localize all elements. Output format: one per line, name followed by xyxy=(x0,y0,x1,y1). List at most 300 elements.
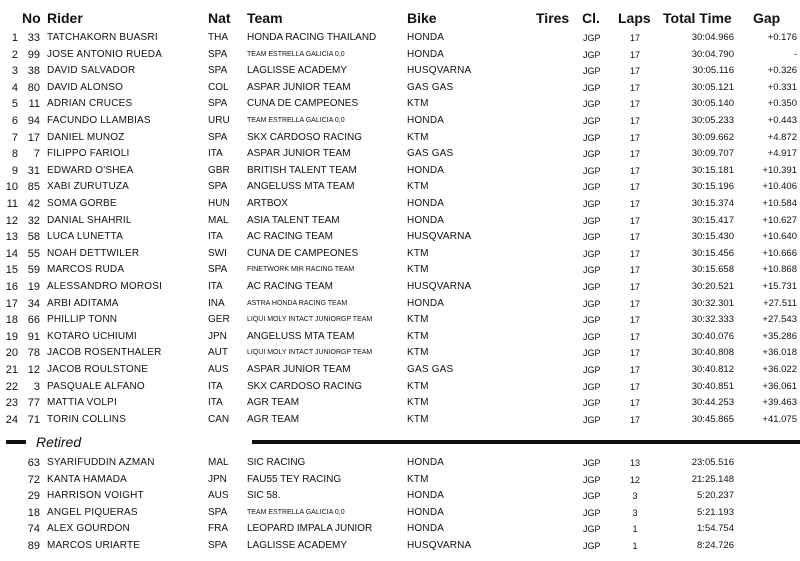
cell-total-time: 23:05.516 xyxy=(691,457,734,468)
cell-number: 19 xyxy=(27,281,40,293)
cell-number: 85 xyxy=(27,181,40,194)
cell-gap: +10.868 xyxy=(762,264,797,276)
cell-class: JGP xyxy=(583,348,601,359)
cell-total-time: 30:09.662 xyxy=(691,131,734,143)
table-row xyxy=(0,505,800,522)
cell-nationality: ITA xyxy=(208,281,223,292)
cell-class: JGP xyxy=(583,182,601,193)
cell-team: AGR TEAM xyxy=(247,413,300,425)
cell-rider: PHILLIP TONN xyxy=(47,314,118,326)
cell-number: 89 xyxy=(27,540,40,552)
cell-total-time: 30:05.121 xyxy=(691,81,734,93)
cell-position: 6 xyxy=(11,115,18,127)
cell-total-time: 30:15.658 xyxy=(691,264,734,276)
cell-total-time: 5:20.237 xyxy=(697,490,734,502)
cell-team: SIC 58. xyxy=(247,490,281,502)
cell-gap: +0.443 xyxy=(767,115,797,126)
cell-number: 91 xyxy=(27,330,40,343)
table-row xyxy=(0,312,800,329)
cell-team: LIQUI MOLY INTACT JUNIORGP TEAM xyxy=(247,349,373,357)
cell-total-time: 30:04.966 xyxy=(691,32,734,43)
cell-bike: KTM xyxy=(407,397,429,409)
cell-bike: HONDA xyxy=(407,198,445,209)
cell-team: ARTBOX xyxy=(247,198,288,209)
cell-rider: LUCA LUNETTA xyxy=(47,231,124,243)
cell-position: 1 xyxy=(11,32,18,44)
cell-laps: 17 xyxy=(629,99,640,110)
table-row xyxy=(0,130,800,147)
cell-rider: ANGEL PIQUERAS xyxy=(47,506,138,518)
cell-position: 16 xyxy=(5,281,18,293)
cell-number: 99 xyxy=(27,48,40,61)
cell-nationality: GER xyxy=(208,314,230,326)
header-gap: Gap xyxy=(753,10,781,26)
cell-nationality: MAL xyxy=(208,457,229,468)
cell-class: JGP xyxy=(583,49,601,60)
cell-position: 4 xyxy=(11,81,18,94)
cell-position: 15 xyxy=(5,264,18,277)
cell-number: 12 xyxy=(27,364,40,376)
cell-laps: 17 xyxy=(629,215,640,226)
cell-laps: 17 xyxy=(629,315,640,326)
cell-number: 66 xyxy=(27,314,40,327)
cell-position: 11 xyxy=(6,198,18,210)
cell-bike: GAS GAS xyxy=(407,364,454,375)
cell-rider: JACOB ROULSTONE xyxy=(47,364,149,375)
cell-laps: 3 xyxy=(632,507,638,518)
cell-gap: +0.331 xyxy=(767,81,797,93)
table-row xyxy=(0,246,800,263)
cell-laps: 17 xyxy=(629,132,640,143)
cell-bike: HUSQVARNA xyxy=(407,231,472,243)
table-row xyxy=(0,521,800,538)
table-row xyxy=(0,213,800,230)
cell-team: FAU55 TEY RACING xyxy=(247,473,342,485)
table-row xyxy=(0,455,800,472)
cell-bike: HONDA xyxy=(407,164,445,176)
cell-team: TEAM ESTRELLA GALICIA 0,0 xyxy=(247,508,345,516)
cell-rider: TATCHAKORN BUASRI xyxy=(47,32,158,43)
cell-nationality: ITA xyxy=(208,148,223,160)
cell-nationality: JPN xyxy=(208,330,227,342)
cell-class: JGP xyxy=(583,248,601,259)
table-row xyxy=(0,279,800,296)
cell-nationality: CAN xyxy=(208,413,230,425)
retired-rule-left xyxy=(6,440,26,444)
cell-number: 63 xyxy=(27,457,40,469)
cell-class: JGP xyxy=(583,116,601,126)
cell-gap: +10.391 xyxy=(762,164,797,176)
cell-number: 32 xyxy=(27,214,40,227)
cell-total-time: 30:15.181 xyxy=(691,164,734,176)
cell-gap: +15.731 xyxy=(762,281,797,292)
cell-rider: HARRISON VOIGHT xyxy=(47,490,144,502)
table-row xyxy=(0,488,800,505)
cell-team: CUNA DE CAMPEONES xyxy=(247,98,359,110)
cell-number: 94 xyxy=(27,115,40,127)
cell-bike: KTM xyxy=(407,314,429,326)
cell-class: JGP xyxy=(583,414,601,425)
cell-number: 18 xyxy=(27,506,40,519)
table-row xyxy=(0,395,800,412)
cell-nationality: AUS xyxy=(208,490,229,502)
cell-total-time: 30:05.233 xyxy=(691,115,734,126)
cell-total-time: 30:15.196 xyxy=(691,181,734,193)
cell-laps: 1 xyxy=(632,541,638,551)
cell-class: JGP xyxy=(583,507,601,518)
cell-team: ASIA TALENT TEAM xyxy=(247,214,340,226)
cell-gap: +10.640 xyxy=(762,231,797,243)
cell-bike: KTM xyxy=(407,181,429,193)
cell-position: 20 xyxy=(5,347,18,360)
cell-total-time: 8:24.726 xyxy=(697,540,734,551)
cell-position: 22 xyxy=(5,380,18,393)
cell-bike: HUSQVARNA xyxy=(407,540,472,551)
table-row xyxy=(0,262,800,279)
cell-nationality: AUS xyxy=(208,364,229,375)
cell-team: ANGELUSS MTA TEAM xyxy=(247,330,355,342)
cell-class: JGP xyxy=(583,315,601,326)
retired-label: Retired xyxy=(36,434,82,450)
cell-rider: MATTIA VOLPI xyxy=(47,397,118,409)
cell-nationality: MAL xyxy=(208,214,229,226)
cell-laps: 17 xyxy=(629,381,640,392)
cell-laps: 17 xyxy=(629,232,640,243)
cell-nationality: URU xyxy=(208,115,230,126)
header-class: Cl. xyxy=(582,10,600,26)
cell-number: 31 xyxy=(27,164,40,177)
cell-total-time: 30:04.790 xyxy=(691,48,734,60)
cell-laps: 17 xyxy=(629,199,640,209)
retired-divider xyxy=(0,432,800,452)
cell-rider: MARCOS RUDA xyxy=(47,264,125,276)
cell-class: JGP xyxy=(583,282,601,292)
cell-team: AC RACING TEAM xyxy=(247,231,333,243)
cell-bike: KTM xyxy=(407,413,429,425)
cell-nationality: INA xyxy=(208,297,225,309)
table-row xyxy=(0,47,800,64)
cell-number: 58 xyxy=(27,231,40,244)
cell-total-time: 30:15.374 xyxy=(691,198,734,209)
table-row xyxy=(0,296,800,313)
cell-team: LEOPARD IMPALA JUNIOR xyxy=(247,523,373,535)
cell-laps: 12 xyxy=(629,474,640,485)
cell-team: ASPAR JUNIOR TEAM xyxy=(247,81,351,93)
cell-number: 7 xyxy=(33,148,40,161)
cell-team: HONDA RACING THAILAND xyxy=(247,32,377,43)
cell-nationality: THA xyxy=(208,32,228,43)
cell-laps: 17 xyxy=(629,298,640,309)
cell-team: SKX CARDOSO RACING xyxy=(247,131,363,143)
cell-laps: 17 xyxy=(629,49,640,60)
cell-laps: 17 xyxy=(629,282,640,292)
table-row xyxy=(0,113,800,130)
cell-class: JGP xyxy=(583,265,601,276)
cell-team: LAGLISSE ACADEMY xyxy=(247,540,348,551)
cell-total-time: 30:09.707 xyxy=(691,148,734,160)
cell-number: 3 xyxy=(33,380,40,393)
cell-total-time: 21:25.148 xyxy=(691,473,734,485)
cell-laps: 17 xyxy=(629,82,640,93)
cell-position: 10 xyxy=(5,181,18,194)
cell-rider: SYARIFUDDIN AZMAN xyxy=(47,457,155,468)
cell-team: SIC RACING xyxy=(247,457,306,468)
cell-total-time: 30:15.417 xyxy=(691,214,734,226)
cell-number: 59 xyxy=(27,264,40,277)
cell-bike: HONDA xyxy=(407,32,445,43)
cell-total-time: 30:40.076 xyxy=(691,330,734,342)
cell-bike: HONDA xyxy=(407,115,445,126)
cell-number: 74 xyxy=(27,523,40,536)
header-bike: Bike xyxy=(407,10,437,26)
cell-gap: +41.075 xyxy=(762,413,797,425)
cell-nationality: SPA xyxy=(208,181,228,193)
cell-nationality: HUN xyxy=(208,198,230,209)
cell-number: 11 xyxy=(28,98,40,111)
cell-laps: 17 xyxy=(629,331,640,342)
cell-bike: KTM xyxy=(407,131,429,143)
cell-class: JGP xyxy=(583,474,601,485)
cell-number: 29 xyxy=(27,490,40,503)
cell-total-time: 30:05.140 xyxy=(691,98,734,110)
header-rider: Rider xyxy=(47,10,83,26)
cell-total-time: 5:21.193 xyxy=(697,506,734,518)
cell-position: 14 xyxy=(5,247,18,260)
cell-position: 9 xyxy=(11,164,18,177)
cell-nationality: GBR xyxy=(208,164,230,176)
cell-laps: 17 xyxy=(629,165,640,176)
cell-position: 24 xyxy=(5,413,18,426)
table-row xyxy=(0,163,800,180)
cell-rider: ALESSANDRO MOROSI xyxy=(47,281,163,292)
cell-laps: 17 xyxy=(629,248,640,259)
cell-team: LAGLISSE ACADEMY xyxy=(247,65,348,77)
cell-gap: +35.286 xyxy=(762,330,797,342)
cell-class: JGP xyxy=(583,232,601,243)
cell-bike: HUSQVARNA xyxy=(407,281,472,292)
cell-class: JGP xyxy=(583,33,601,43)
cell-laps: 13 xyxy=(629,458,640,468)
cell-rider: FILIPPO FARIOLI xyxy=(47,148,130,160)
cell-gap: - xyxy=(793,48,797,60)
cell-total-time: 30:20.521 xyxy=(691,281,734,292)
cell-bike: KTM xyxy=(407,98,429,110)
cell-team: FINETWORK MIR RACING TEAM xyxy=(247,266,355,274)
cell-bike: HONDA xyxy=(407,48,445,60)
header-total-time: Total Time xyxy=(663,10,732,26)
cell-position: 5 xyxy=(11,98,18,111)
cell-nationality: ITA xyxy=(208,380,223,392)
cell-class: JGP xyxy=(583,132,601,143)
cell-laps: 17 xyxy=(629,149,640,160)
cell-laps: 17 xyxy=(629,265,640,276)
cell-nationality: SPA xyxy=(208,506,228,518)
cell-number: 17 xyxy=(27,131,40,144)
cell-total-time: 30:05.116 xyxy=(692,65,734,77)
cell-bike: HONDA xyxy=(407,490,445,502)
cell-team: ASPAR JUNIOR TEAM xyxy=(247,364,351,375)
cell-position: 7 xyxy=(11,131,18,144)
table-row xyxy=(0,146,800,163)
cell-class: JGP xyxy=(583,331,601,342)
table-row xyxy=(0,538,800,555)
cell-class: JGP xyxy=(583,365,601,375)
cell-rider: JOSE ANTONIO RUEDA xyxy=(47,48,163,60)
cell-rider: FACUNDO LLAMBIAS xyxy=(47,115,151,126)
cell-laps: 17 xyxy=(629,414,640,425)
cell-nationality: SWI xyxy=(208,247,227,259)
cell-rider: TORIN COLLINS xyxy=(47,413,127,425)
cell-position: 2 xyxy=(11,48,18,61)
cell-gap: +4.917 xyxy=(767,148,797,160)
cell-bike: HUSQVARNA xyxy=(407,65,472,77)
cell-team: ANGELUSS MTA TEAM xyxy=(247,181,355,193)
cell-total-time: 30:32.301 xyxy=(691,297,734,309)
cell-laps: 17 xyxy=(629,365,640,375)
cell-rider: EDWARD O'SHEA xyxy=(47,164,134,176)
cell-total-time: 30:15.430 xyxy=(691,231,734,243)
header-tires: Tires xyxy=(536,10,570,26)
table-row xyxy=(0,30,800,47)
cell-bike: KTM xyxy=(407,330,429,342)
cell-position: 13 xyxy=(5,231,18,244)
table-row xyxy=(0,412,800,429)
table-row xyxy=(0,96,800,113)
cell-bike: HONDA xyxy=(407,506,445,518)
table-row xyxy=(0,196,800,213)
cell-class: JGP xyxy=(583,398,601,409)
cell-position: 12 xyxy=(5,214,18,227)
cell-gap: +27.543 xyxy=(762,314,797,326)
cell-nationality: SPA xyxy=(208,98,228,110)
cell-number: 71 xyxy=(27,413,40,426)
cell-bike: GAS GAS xyxy=(407,81,454,93)
cell-nationality: SPA xyxy=(208,48,228,60)
cell-laps: 17 xyxy=(629,116,640,126)
cell-class: JGP xyxy=(583,215,601,226)
cell-rider: DANIEL MUNOZ xyxy=(47,131,125,143)
cell-position: 17 xyxy=(5,297,18,310)
cell-rider: DAVID SALVADOR xyxy=(47,65,136,77)
cell-class: JGP xyxy=(583,381,601,392)
cell-rider: KANTA HAMADA xyxy=(47,473,128,485)
cell-gap: +10.584 xyxy=(762,198,797,209)
cell-position: 18 xyxy=(5,314,18,327)
cell-nationality: JPN xyxy=(208,473,227,485)
cell-gap: +39.463 xyxy=(762,397,797,409)
cell-total-time: 30:45.865 xyxy=(691,413,734,425)
cell-number: 72 xyxy=(27,473,40,486)
cell-gap: +0.326 xyxy=(767,65,797,77)
cell-bike: KTM xyxy=(407,264,429,276)
cell-class: JGP xyxy=(583,165,601,176)
cell-gap: +36.018 xyxy=(762,347,797,359)
cell-bike: KTM xyxy=(407,247,429,259)
table-row xyxy=(0,229,800,246)
cell-laps: 17 xyxy=(629,66,640,77)
header-nat: Nat xyxy=(208,10,231,26)
table-row xyxy=(0,472,800,489)
cell-laps: 17 xyxy=(629,33,640,43)
cell-team: AC RACING TEAM xyxy=(247,281,333,292)
cell-rider: NOAH DETTWILER xyxy=(47,247,140,259)
cell-class: JGP xyxy=(583,149,601,160)
cell-total-time: 1:54.754 xyxy=(697,523,734,535)
cell-team: LIQUI MOLY INTACT JUNIORGP TEAM xyxy=(247,316,373,324)
cell-class: JGP xyxy=(583,199,601,209)
cell-position: 3 xyxy=(11,65,18,78)
cell-rider: PASQUALE ALFANO xyxy=(47,380,145,392)
cell-rider: ADRIAN CRUCES xyxy=(47,98,133,110)
cell-nationality: FRA xyxy=(208,523,228,535)
cell-nationality: ITA xyxy=(208,397,223,409)
header-no: No xyxy=(22,10,41,26)
cell-gap: +36.022 xyxy=(762,364,797,375)
cell-class: JGP xyxy=(583,458,601,468)
cell-number: 34 xyxy=(27,297,40,310)
cell-position: 21 xyxy=(5,364,18,376)
table-row xyxy=(0,379,800,396)
cell-number: 42 xyxy=(27,198,40,210)
cell-gap: +10.666 xyxy=(762,247,797,259)
cell-number: 77 xyxy=(27,397,40,410)
cell-number: 80 xyxy=(27,81,40,94)
cell-gap: +27.511 xyxy=(763,297,797,309)
cell-position: 8 xyxy=(11,148,18,161)
cell-rider: XABI ZURUTUZA xyxy=(47,181,130,193)
cell-rider: SOMA GORBE xyxy=(47,198,117,209)
cell-team: TEAM ESTRELLA GALICIA 0,0 xyxy=(247,117,345,124)
cell-laps: 17 xyxy=(629,182,640,193)
cell-bike: HONDA xyxy=(407,214,445,226)
table-header xyxy=(0,8,800,30)
cell-bike: HONDA xyxy=(407,523,445,535)
cell-total-time: 30:44.253 xyxy=(691,397,734,409)
cell-gap: +0.350 xyxy=(767,98,797,110)
cell-laps: 1 xyxy=(632,524,638,535)
table-row xyxy=(0,345,800,362)
cell-rider: JACOB ROSENTHALER xyxy=(47,347,162,359)
cell-total-time: 30:40.812 xyxy=(691,364,734,375)
cell-team: ASPAR JUNIOR TEAM xyxy=(247,148,351,160)
cell-team: ASTRA HONDA RACING TEAM xyxy=(247,299,348,307)
cell-team: BRITISH TALENT TEAM xyxy=(247,164,357,176)
cell-nationality: SPA xyxy=(208,540,228,551)
cell-nationality: ITA xyxy=(208,231,223,243)
cell-bike: KTM xyxy=(407,380,429,392)
cell-number: 38 xyxy=(27,65,40,78)
cell-number: 55 xyxy=(27,247,40,260)
cell-bike: KTM xyxy=(407,347,429,359)
cell-gap: +0.176 xyxy=(767,32,797,43)
cell-bike: GAS GAS xyxy=(407,148,454,160)
cell-total-time: 30:15.456 xyxy=(691,247,734,259)
cell-nationality: SPA xyxy=(208,131,228,143)
cell-gap: +10.406 xyxy=(762,181,797,193)
header-team: Team xyxy=(247,10,283,26)
cell-class: JGP xyxy=(583,491,601,502)
cell-rider: ARBI ADITAMA xyxy=(47,297,119,309)
cell-position: 19 xyxy=(5,330,18,343)
cell-class: JGP xyxy=(583,66,601,77)
cell-nationality: AUT xyxy=(208,347,228,359)
retired-rule-right xyxy=(252,440,800,444)
cell-bike: HONDA xyxy=(407,297,445,309)
cell-nationality: SPA xyxy=(208,264,228,276)
table-row xyxy=(0,63,800,80)
cell-bike: KTM xyxy=(407,473,429,485)
cell-gap: +10.627 xyxy=(762,214,797,226)
